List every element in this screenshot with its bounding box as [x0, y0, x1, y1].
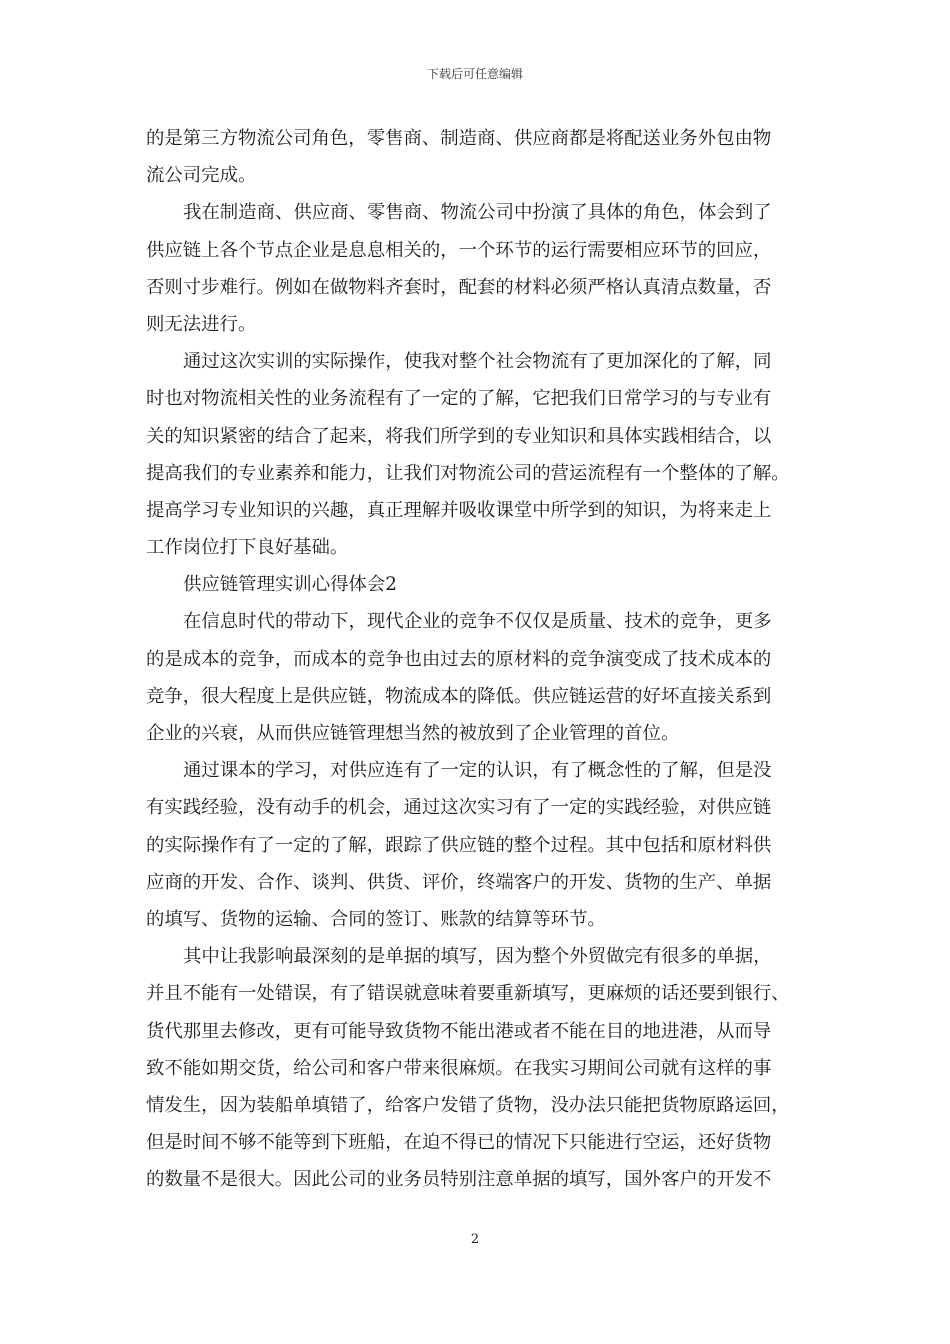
text-line: 通过这次实训的实际操作，使我对整个社会物流有了更加深化的了解，同: [183, 351, 772, 373]
text-line: 提高我们的专业素养和能力，让我们对物流公司的营运流程有一个整体的了解。: [146, 462, 790, 484]
text-line: 其中让我影响最深刻的是单据的填写，因为整个外贸做完有很多的单据，: [183, 946, 772, 968]
page-number: 2: [470, 1232, 480, 1247]
text-line: 时也对物流相关性的业务流程有了一定的了解，它把我们日常学习的与专业有: [146, 388, 772, 410]
text-line: 则无法进行。: [146, 313, 257, 335]
text-line: 情发生，因为装船单填错了，给客户发错了货物，没办法只能把货物原路运回，: [146, 1094, 790, 1116]
text-line: 的是成本的竞争，而成本的竞争也由过去的原材料的竞争演变成了技术成本的: [146, 648, 772, 670]
text-line: 关的知识紧密的结合了起来，将我们所学到的专业知识和具体实践相结合，以: [146, 425, 772, 447]
text-line: 工作岗位打下良好基础。: [146, 537, 349, 559]
text-line: 但是时间不够不能等到下班船，在迫不得已的情况下只能进行空运，还好货物: [146, 1132, 772, 1154]
text-line: 通过课本的学习，对供应连有了一定的认识，有了概念性的了解，但是没: [183, 760, 772, 782]
text-line: 竞争，很大程度上是供应链，物流成本的降低。供应链运营的好坏直接关系到: [146, 685, 772, 707]
text-line: 的是第三方物流公司角色，零售商、制造商、供应商都是将配送业务外包由物: [146, 128, 772, 149]
text-line: 我在制造商、供应商、零售商、物流公司中扮演了具体的角色，体会到了: [183, 202, 772, 224]
text-line: 应商的开发、合作、谈判、供货、评价，终端客户的开发、货物的生产、单据: [146, 871, 772, 893]
document-body: [146, 120, 814, 1198]
text-line: 企业的兴衰，从而供应链管理想当然的被放到了企业管理的首位。: [146, 723, 680, 744]
text-line: 的填写、货物的运输、合同的签订、账款的结算等环节。: [146, 908, 606, 930]
text-line: 否则寸步难行。例如在做物料齐套时，配套的材料必须严格认真清点数量，否: [146, 276, 772, 298]
text-line: 并且不能有一处错误，有了错误就意味着要重新填写，更麻烦的话还要到银行、: [146, 983, 790, 1005]
page-header: 下载后可任意编辑: [426, 67, 523, 81]
text-line: 致不能如期交货，给公司和客户带来很麻烦。在我实习期间公司就有这样的事: [146, 1057, 772, 1079]
text-line: 的数量不是很大。因此公司的业务员特别注意单据的填写，国外客户的开发不: [146, 1169, 772, 1191]
text-line: 供应链管理实训心得体会2: [183, 574, 397, 596]
text-line: 货代那里去修改，更有可能导致货物不能出港或者不能在目的地进港，从而导: [146, 1020, 772, 1042]
text-line: 供应链上各个节点企业是息息相关的，一个环节的运行需要相应环节的回应，: [146, 239, 772, 261]
text-line: 有实践经验，没有动手的机会，通过这次实习有了一定的实践经验，对供应链: [146, 797, 772, 819]
text-line: 在信息时代的带动下，现代企业的竞争不仅仅是质量、技术的竞争，更多: [183, 611, 772, 633]
text-line: 的实际操作有了一定的了解，跟踪了供应链的整个过程。其中包括和原材料供: [146, 834, 772, 856]
text-line: 流公司完成。: [146, 165, 257, 187]
text-line: 提高学习专业知识的兴趣，真正理解并吸收课堂中所学到的知识，为将来走上: [146, 499, 772, 521]
